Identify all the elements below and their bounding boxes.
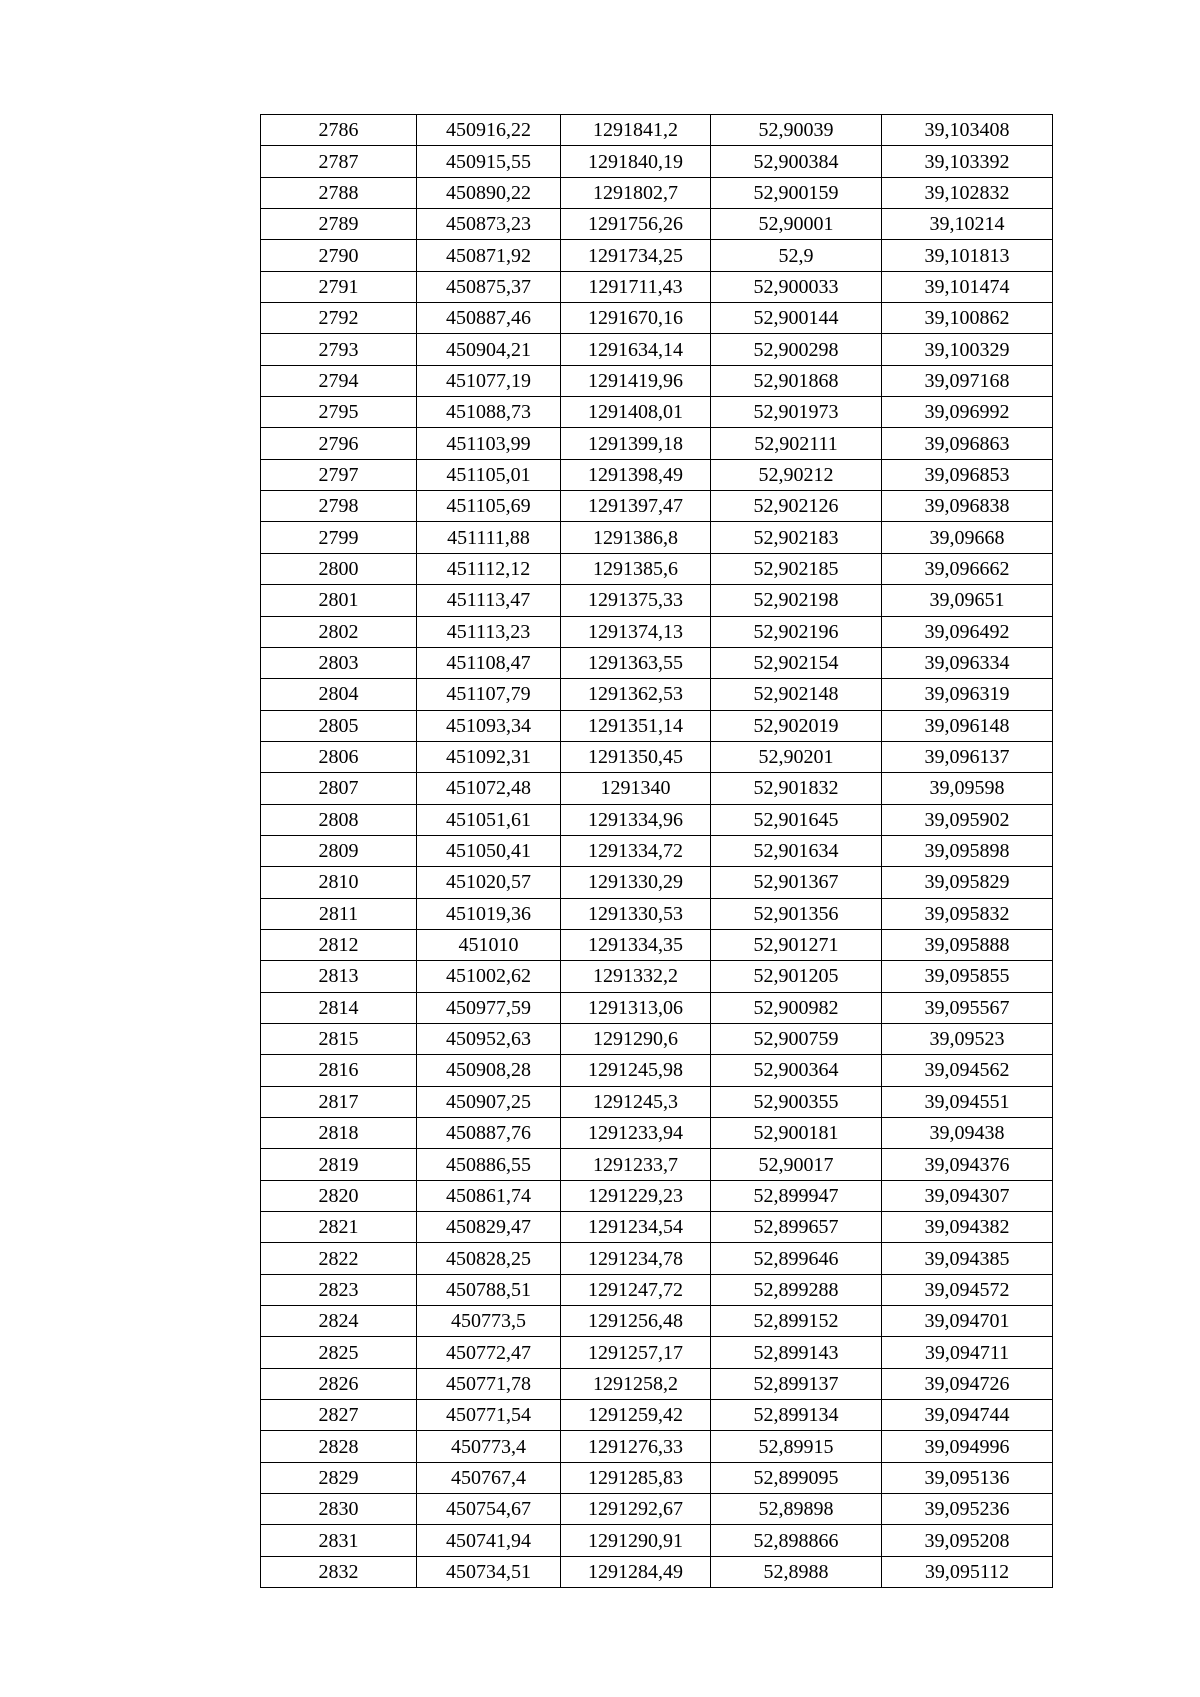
longitude-cell: 39,095208 (882, 1525, 1053, 1556)
point-number-cell: 2812 (261, 929, 417, 960)
y-coordinate-cell: 1291290,91 (561, 1525, 711, 1556)
point-number-cell: 2820 (261, 1180, 417, 1211)
y-coordinate-cell: 1291245,3 (561, 1086, 711, 1117)
x-coordinate-cell: 451105,69 (417, 491, 561, 522)
y-coordinate-cell: 1291330,29 (561, 867, 711, 898)
point-number-cell: 2826 (261, 1368, 417, 1399)
latitude-cell: 52,902198 (711, 585, 882, 616)
table-row (261, 710, 1053, 741)
y-coordinate-cell: 1291245,98 (561, 1055, 711, 1086)
table-row (261, 1525, 1053, 1556)
table-row (261, 1055, 1053, 1086)
table-row (261, 867, 1053, 898)
longitude-cell: 39,09668 (882, 522, 1053, 553)
table-row (261, 303, 1053, 334)
longitude-cell: 39,096492 (882, 616, 1053, 647)
point-number-cell: 2808 (261, 804, 417, 835)
y-coordinate-cell: 1291234,54 (561, 1212, 711, 1243)
longitude-cell: 39,094376 (882, 1149, 1053, 1180)
table-row (261, 1149, 1053, 1180)
x-coordinate-cell: 451111,88 (417, 522, 561, 553)
longitude-cell: 39,10214 (882, 209, 1053, 240)
table-row (261, 835, 1053, 866)
latitude-cell: 52,901868 (711, 365, 882, 396)
x-coordinate-cell: 450772,47 (417, 1337, 561, 1368)
table-row (261, 992, 1053, 1023)
longitude-cell: 39,101813 (882, 240, 1053, 271)
point-number-cell: 2823 (261, 1274, 417, 1305)
latitude-cell: 52,901205 (711, 961, 882, 992)
table-row (261, 1306, 1053, 1337)
point-number-cell: 2804 (261, 679, 417, 710)
x-coordinate-cell: 450754,67 (417, 1494, 561, 1525)
longitude-cell: 39,09523 (882, 1023, 1053, 1054)
longitude-cell: 39,094744 (882, 1400, 1053, 1431)
latitude-cell: 52,900033 (711, 271, 882, 302)
table-row (261, 177, 1053, 208)
longitude-cell: 39,095902 (882, 804, 1053, 835)
longitude-cell: 39,101474 (882, 271, 1053, 302)
x-coordinate-cell: 450771,78 (417, 1368, 561, 1399)
latitude-cell: 52,901367 (711, 867, 882, 898)
latitude-cell: 52,900384 (711, 146, 882, 177)
table-row (261, 1212, 1053, 1243)
latitude-cell: 52,898866 (711, 1525, 882, 1556)
latitude-cell: 52,899137 (711, 1368, 882, 1399)
x-coordinate-cell: 451113,47 (417, 585, 561, 616)
latitude-cell: 52,90017 (711, 1149, 882, 1180)
latitude-cell: 52,899646 (711, 1243, 882, 1274)
table-row (261, 1494, 1053, 1525)
latitude-cell: 52,901645 (711, 804, 882, 835)
longitude-cell: 39,09438 (882, 1118, 1053, 1149)
latitude-cell: 52,89898 (711, 1494, 882, 1525)
table-row (261, 679, 1053, 710)
latitude-cell: 52,902185 (711, 553, 882, 584)
y-coordinate-cell: 1291334,35 (561, 929, 711, 960)
table-row (261, 240, 1053, 271)
y-coordinate-cell: 1291363,55 (561, 647, 711, 678)
table-row (261, 522, 1053, 553)
x-coordinate-cell: 450861,74 (417, 1180, 561, 1211)
table-row (261, 804, 1053, 835)
longitude-cell: 39,095888 (882, 929, 1053, 960)
y-coordinate-cell: 1291734,25 (561, 240, 711, 271)
latitude-cell: 52,901356 (711, 898, 882, 929)
point-number-cell: 2792 (261, 303, 417, 334)
longitude-cell: 39,102832 (882, 177, 1053, 208)
point-number-cell: 2797 (261, 459, 417, 490)
y-coordinate-cell: 1291234,78 (561, 1243, 711, 1274)
y-coordinate-cell: 1291634,14 (561, 334, 711, 365)
point-number-cell: 2798 (261, 491, 417, 522)
table-row (261, 428, 1053, 459)
point-number-cell: 2816 (261, 1055, 417, 1086)
longitude-cell: 39,094701 (882, 1306, 1053, 1337)
longitude-cell: 39,095236 (882, 1494, 1053, 1525)
table-row (261, 553, 1053, 584)
y-coordinate-cell: 1291257,17 (561, 1337, 711, 1368)
latitude-cell: 52,900982 (711, 992, 882, 1023)
y-coordinate-cell: 1291292,67 (561, 1494, 711, 1525)
x-coordinate-cell: 450788,51 (417, 1274, 561, 1305)
point-number-cell: 2822 (261, 1243, 417, 1274)
longitude-cell: 39,09598 (882, 773, 1053, 804)
x-coordinate-cell: 450828,25 (417, 1243, 561, 1274)
longitude-cell: 39,095855 (882, 961, 1053, 992)
table-row (261, 334, 1053, 365)
table-row (261, 961, 1053, 992)
table-row (261, 1400, 1053, 1431)
x-coordinate-cell: 450873,23 (417, 209, 561, 240)
point-number-cell: 2817 (261, 1086, 417, 1117)
y-coordinate-cell: 1291711,43 (561, 271, 711, 302)
x-coordinate-cell: 450875,37 (417, 271, 561, 302)
latitude-cell: 52,902148 (711, 679, 882, 710)
y-coordinate-cell: 1291419,96 (561, 365, 711, 396)
table-row (261, 491, 1053, 522)
x-coordinate-cell: 450773,4 (417, 1431, 561, 1462)
table-row (261, 773, 1053, 804)
point-number-cell: 2807 (261, 773, 417, 804)
y-coordinate-cell: 1291385,6 (561, 553, 711, 584)
x-coordinate-cell: 451092,31 (417, 741, 561, 772)
table-row (261, 1337, 1053, 1368)
x-coordinate-cell: 451020,57 (417, 867, 561, 898)
latitude-cell: 52,902126 (711, 491, 882, 522)
latitude-cell: 52,89915 (711, 1431, 882, 1462)
y-coordinate-cell: 1291290,6 (561, 1023, 711, 1054)
x-coordinate-cell: 450916,22 (417, 115, 561, 146)
latitude-cell: 52,8988 (711, 1556, 882, 1587)
y-coordinate-cell: 1291259,42 (561, 1400, 711, 1431)
latitude-cell: 52,902183 (711, 522, 882, 553)
table-row (261, 585, 1053, 616)
latitude-cell: 52,899152 (711, 1306, 882, 1337)
point-number-cell: 2786 (261, 115, 417, 146)
table-row (261, 1368, 1053, 1399)
table-row (261, 459, 1053, 490)
point-number-cell: 2806 (261, 741, 417, 772)
x-coordinate-cell: 450886,55 (417, 1149, 561, 1180)
y-coordinate-cell: 1291802,7 (561, 177, 711, 208)
x-coordinate-cell: 450952,63 (417, 1023, 561, 1054)
x-coordinate-cell: 450829,47 (417, 1212, 561, 1243)
point-number-cell: 2791 (261, 271, 417, 302)
longitude-cell: 39,094562 (882, 1055, 1053, 1086)
longitude-cell: 39,094382 (882, 1212, 1053, 1243)
longitude-cell: 39,096838 (882, 491, 1053, 522)
latitude-cell: 52,899288 (711, 1274, 882, 1305)
table-row (261, 929, 1053, 960)
point-number-cell: 2790 (261, 240, 417, 271)
point-number-cell: 2793 (261, 334, 417, 365)
longitude-cell: 39,100862 (882, 303, 1053, 334)
y-coordinate-cell: 1291276,33 (561, 1431, 711, 1462)
x-coordinate-cell: 450915,55 (417, 146, 561, 177)
latitude-cell: 52,901973 (711, 397, 882, 428)
longitude-cell: 39,096137 (882, 741, 1053, 772)
table-row (261, 647, 1053, 678)
table-row (261, 1462, 1053, 1493)
y-coordinate-cell: 1291399,18 (561, 428, 711, 459)
y-coordinate-cell: 1291756,26 (561, 209, 711, 240)
latitude-cell: 52,901832 (711, 773, 882, 804)
table-row (261, 365, 1053, 396)
x-coordinate-cell: 450887,46 (417, 303, 561, 334)
y-coordinate-cell: 1291330,53 (561, 898, 711, 929)
point-number-cell: 2787 (261, 146, 417, 177)
point-number-cell: 2794 (261, 365, 417, 396)
x-coordinate-cell: 451051,61 (417, 804, 561, 835)
point-number-cell: 2799 (261, 522, 417, 553)
x-coordinate-cell: 450977,59 (417, 992, 561, 1023)
point-number-cell: 2825 (261, 1337, 417, 1368)
longitude-cell: 39,095136 (882, 1462, 1053, 1493)
y-coordinate-cell: 1291233,7 (561, 1149, 711, 1180)
y-coordinate-cell: 1291350,45 (561, 741, 711, 772)
point-number-cell: 2815 (261, 1023, 417, 1054)
table-row (261, 1118, 1053, 1149)
longitude-cell: 39,094572 (882, 1274, 1053, 1305)
table-row (261, 1274, 1053, 1305)
longitude-cell: 39,09651 (882, 585, 1053, 616)
longitude-cell: 39,095898 (882, 835, 1053, 866)
y-coordinate-cell: 1291233,94 (561, 1118, 711, 1149)
longitude-cell: 39,094996 (882, 1431, 1053, 1462)
x-coordinate-cell: 450908,28 (417, 1055, 561, 1086)
latitude-cell: 52,899947 (711, 1180, 882, 1211)
latitude-cell: 52,900181 (711, 1118, 882, 1149)
longitude-cell: 39,095112 (882, 1556, 1053, 1587)
longitude-cell: 39,095829 (882, 867, 1053, 898)
y-coordinate-cell: 1291332,2 (561, 961, 711, 992)
y-coordinate-cell: 1291408,01 (561, 397, 711, 428)
y-coordinate-cell: 1291840,19 (561, 146, 711, 177)
point-number-cell: 2821 (261, 1212, 417, 1243)
y-coordinate-cell: 1291334,72 (561, 835, 711, 866)
point-number-cell: 2832 (261, 1556, 417, 1587)
y-coordinate-cell: 1291284,49 (561, 1556, 711, 1587)
latitude-cell: 52,900144 (711, 303, 882, 334)
x-coordinate-cell: 450871,92 (417, 240, 561, 271)
longitude-cell: 39,095832 (882, 898, 1053, 929)
latitude-cell: 52,902019 (711, 710, 882, 741)
point-number-cell: 2788 (261, 177, 417, 208)
latitude-cell: 52,90212 (711, 459, 882, 490)
longitude-cell: 39,094307 (882, 1180, 1053, 1211)
x-coordinate-cell: 451107,79 (417, 679, 561, 710)
y-coordinate-cell: 1291841,2 (561, 115, 711, 146)
x-coordinate-cell: 451019,36 (417, 898, 561, 929)
latitude-cell: 52,900159 (711, 177, 882, 208)
y-coordinate-cell: 1291386,8 (561, 522, 711, 553)
latitude-cell: 52,9 (711, 240, 882, 271)
longitude-cell: 39,096148 (882, 710, 1053, 741)
x-coordinate-cell: 450734,51 (417, 1556, 561, 1587)
point-number-cell: 2801 (261, 585, 417, 616)
x-coordinate-cell: 450907,25 (417, 1086, 561, 1117)
x-coordinate-cell: 451093,34 (417, 710, 561, 741)
x-coordinate-cell: 450773,5 (417, 1306, 561, 1337)
longitude-cell: 39,095567 (882, 992, 1053, 1023)
table-row (261, 616, 1053, 647)
latitude-cell: 52,900759 (711, 1023, 882, 1054)
table-row (261, 115, 1053, 146)
y-coordinate-cell: 1291313,06 (561, 992, 711, 1023)
latitude-cell: 52,900355 (711, 1086, 882, 1117)
y-coordinate-cell: 1291340 (561, 773, 711, 804)
latitude-cell: 52,90001 (711, 209, 882, 240)
x-coordinate-cell: 451105,01 (417, 459, 561, 490)
table-row (261, 1431, 1053, 1462)
longitude-cell: 39,096662 (882, 553, 1053, 584)
longitude-cell: 39,094385 (882, 1243, 1053, 1274)
point-number-cell: 2818 (261, 1118, 417, 1149)
table-row (261, 1086, 1053, 1117)
table-row (261, 1243, 1053, 1274)
latitude-cell: 52,899657 (711, 1212, 882, 1243)
longitude-cell: 39,100329 (882, 334, 1053, 365)
longitude-cell: 39,094711 (882, 1337, 1053, 1368)
y-coordinate-cell: 1291670,16 (561, 303, 711, 334)
y-coordinate-cell: 1291362,53 (561, 679, 711, 710)
y-coordinate-cell: 1291351,14 (561, 710, 711, 741)
point-number-cell: 2796 (261, 428, 417, 459)
longitude-cell: 39,096863 (882, 428, 1053, 459)
latitude-cell: 52,90039 (711, 115, 882, 146)
y-coordinate-cell: 1291397,47 (561, 491, 711, 522)
x-coordinate-cell: 451010 (417, 929, 561, 960)
x-coordinate-cell: 451002,62 (417, 961, 561, 992)
table-row (261, 898, 1053, 929)
latitude-cell: 52,902111 (711, 428, 882, 459)
latitude-cell: 52,899143 (711, 1337, 882, 1368)
latitude-cell: 52,90201 (711, 741, 882, 772)
table-row (261, 397, 1053, 428)
latitude-cell: 52,902154 (711, 647, 882, 678)
x-coordinate-cell: 451113,23 (417, 616, 561, 647)
table-row (261, 1180, 1053, 1211)
point-number-cell: 2810 (261, 867, 417, 898)
point-number-cell: 2809 (261, 835, 417, 866)
point-number-cell: 2800 (261, 553, 417, 584)
table-row (261, 146, 1053, 177)
x-coordinate-cell: 451103,99 (417, 428, 561, 459)
x-coordinate-cell: 450771,54 (417, 1400, 561, 1431)
point-number-cell: 2831 (261, 1525, 417, 1556)
x-coordinate-cell: 451077,19 (417, 365, 561, 396)
latitude-cell: 52,902196 (711, 616, 882, 647)
x-coordinate-cell: 450887,76 (417, 1118, 561, 1149)
latitude-cell: 52,900364 (711, 1055, 882, 1086)
table-row (261, 1023, 1053, 1054)
longitude-cell: 39,096334 (882, 647, 1053, 678)
x-coordinate-cell: 450767,4 (417, 1462, 561, 1493)
y-coordinate-cell: 1291258,2 (561, 1368, 711, 1399)
x-coordinate-cell: 451072,48 (417, 773, 561, 804)
point-number-cell: 2813 (261, 961, 417, 992)
table-row (261, 209, 1053, 240)
y-coordinate-cell: 1291334,96 (561, 804, 711, 835)
y-coordinate-cell: 1291229,23 (561, 1180, 711, 1211)
table-row (261, 271, 1053, 302)
point-number-cell: 2829 (261, 1462, 417, 1493)
point-number-cell: 2802 (261, 616, 417, 647)
latitude-cell: 52,901271 (711, 929, 882, 960)
x-coordinate-cell: 451108,47 (417, 647, 561, 678)
longitude-cell: 39,103408 (882, 115, 1053, 146)
y-coordinate-cell: 1291398,49 (561, 459, 711, 490)
point-number-cell: 2803 (261, 647, 417, 678)
point-number-cell: 2824 (261, 1306, 417, 1337)
x-coordinate-cell: 451088,73 (417, 397, 561, 428)
longitude-cell: 39,094551 (882, 1086, 1053, 1117)
table-row (261, 1556, 1053, 1587)
point-number-cell: 2819 (261, 1149, 417, 1180)
longitude-cell: 39,096992 (882, 397, 1053, 428)
x-coordinate-cell: 451112,12 (417, 553, 561, 584)
point-number-cell: 2827 (261, 1400, 417, 1431)
longitude-cell: 39,097168 (882, 365, 1053, 396)
y-coordinate-cell: 1291285,83 (561, 1462, 711, 1493)
point-number-cell: 2805 (261, 710, 417, 741)
y-coordinate-cell: 1291247,72 (561, 1274, 711, 1305)
latitude-cell: 52,899095 (711, 1462, 882, 1493)
point-number-cell: 2789 (261, 209, 417, 240)
point-number-cell: 2811 (261, 898, 417, 929)
longitude-cell: 39,094726 (882, 1368, 1053, 1399)
coordinates-table-body (261, 115, 1053, 1588)
y-coordinate-cell: 1291256,48 (561, 1306, 711, 1337)
x-coordinate-cell: 451050,41 (417, 835, 561, 866)
point-number-cell: 2828 (261, 1431, 417, 1462)
longitude-cell: 39,103392 (882, 146, 1053, 177)
latitude-cell: 52,899134 (711, 1400, 882, 1431)
y-coordinate-cell: 1291375,33 (561, 585, 711, 616)
x-coordinate-cell: 450890,22 (417, 177, 561, 208)
coordinates-table (260, 114, 1053, 1588)
table-row (261, 741, 1053, 772)
longitude-cell: 39,096319 (882, 679, 1053, 710)
y-coordinate-cell: 1291374,13 (561, 616, 711, 647)
x-coordinate-cell: 450904,21 (417, 334, 561, 365)
point-number-cell: 2795 (261, 397, 417, 428)
x-coordinate-cell: 450741,94 (417, 1525, 561, 1556)
point-number-cell: 2830 (261, 1494, 417, 1525)
longitude-cell: 39,096853 (882, 459, 1053, 490)
point-number-cell: 2814 (261, 992, 417, 1023)
latitude-cell: 52,900298 (711, 334, 882, 365)
latitude-cell: 52,901634 (711, 835, 882, 866)
